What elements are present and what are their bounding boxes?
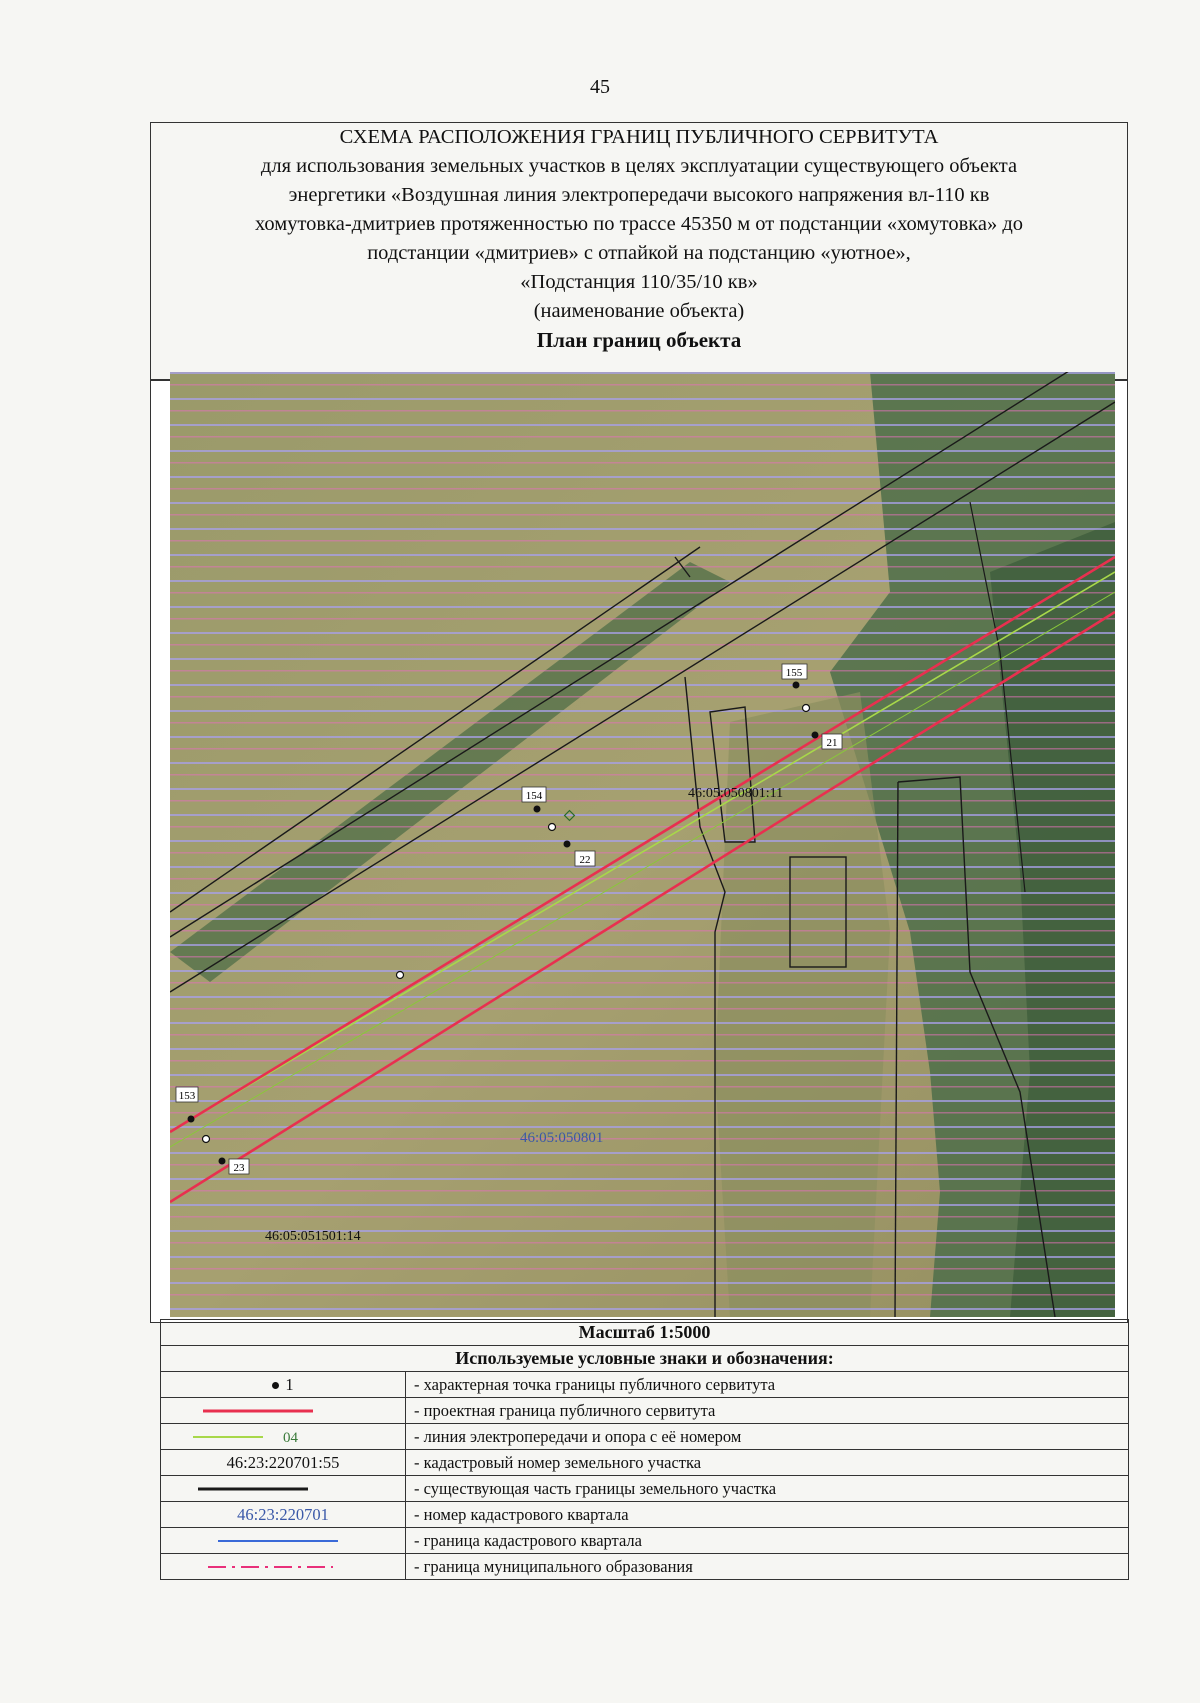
- power-line-icon: [183, 1427, 383, 1447]
- title-line-5: подстанции «дмитриев» с отпайкой на подстанцию «уютное»,: [367, 242, 911, 264]
- svg-text:154: 154: [525, 790, 543, 802]
- point-label-21: [822, 734, 842, 749]
- boundary-point-23[interactable]: [219, 1158, 226, 1165]
- svg-text:155: 155: [785, 667, 803, 679]
- legend-description: - существующая часть границы земельного участка: [406, 1476, 1129, 1502]
- boundary-point-22[interactable]: [564, 841, 571, 848]
- title-line-3: энергетики «Воздушная линия электропередачи высокого напряжения вл-110 кв: [288, 184, 990, 206]
- legend-description: - граница муниципального образования: [406, 1554, 1129, 1580]
- blue-line-icon: [183, 1537, 383, 1545]
- boundary-point-153[interactable]: [188, 1116, 195, 1123]
- legend-table: [160, 1319, 1129, 1580]
- legend-row: [161, 1528, 1129, 1554]
- point-label-23: [229, 1159, 249, 1174]
- svg-text:21: 21: [826, 737, 838, 749]
- boundary-point-icon: [272, 1382, 279, 1389]
- legend-header: Используемые условные знаки и обозначения:: [161, 1346, 1129, 1372]
- legend-symbol-parcel-border: [161, 1476, 406, 1502]
- boundary-point-21[interactable]: [812, 732, 819, 739]
- legend-row: [161, 1398, 1129, 1424]
- object-name-caption: (наименование объекта): [533, 300, 745, 322]
- legend-row: [161, 1502, 1129, 1528]
- legend-symbol-municipal-border: [161, 1554, 406, 1580]
- legend-description: - линия электропередачи и опора с её номером: [406, 1424, 1129, 1450]
- support-pole-icon: [203, 1136, 210, 1143]
- legend-symbol-quarter-border: [161, 1528, 406, 1554]
- black-line-icon: [183, 1485, 383, 1493]
- legend-symbol-point: [161, 1372, 406, 1398]
- boundary-point-155[interactable]: [793, 682, 800, 689]
- svg-text:153: 153: [178, 1090, 196, 1102]
- support-pole-icon: [803, 705, 810, 712]
- page-number: 45: [590, 76, 610, 98]
- legend-row: [161, 1554, 1129, 1580]
- legend-row: [161, 1424, 1129, 1450]
- map-view: [170, 372, 1115, 1317]
- legend-description: - граница кадастрового квартала: [406, 1528, 1129, 1554]
- legend-row: [161, 1450, 1129, 1476]
- point-label-155: [782, 664, 807, 679]
- support-pole-icon: [397, 972, 404, 979]
- title-line-4: хомутовка-дмитриев протяженностью по трассе 45350 м от подстанции «хомутовка» до: [254, 213, 1024, 235]
- quarter-label: 46:05:050801: [520, 1130, 604, 1146]
- point-label-153: [176, 1087, 198, 1102]
- dash-dot-line-icon: [183, 1562, 383, 1572]
- plan-title: План границ объекта: [536, 328, 742, 352]
- title-line-6: «Подстанция 110/35/10 кв»: [520, 271, 758, 293]
- legend-symbol-quarter-number: 46:23:220701: [161, 1502, 406, 1528]
- legend-description: - проектная граница публичного сервитута: [406, 1398, 1129, 1424]
- point-label-22: [575, 851, 595, 866]
- title-block: [150, 122, 1128, 380]
- red-line-icon: [183, 1407, 383, 1415]
- title-line-2: для использования земельных участков в целях эксплуатации существующего объекта: [260, 155, 1018, 177]
- legend-description: - характерная точка границы публичного сервитута: [406, 1372, 1129, 1398]
- boundary-point-154[interactable]: [534, 806, 541, 813]
- parcel-label-11: 46:05:050801:11: [688, 786, 784, 801]
- legend-symbol-servitude: [161, 1398, 406, 1424]
- title-heading: СХЕМА РАСПОЛОЖЕНИЯ ГРАНИЦ ПУБЛИЧНОГО СЕРВИТУТА: [339, 126, 939, 148]
- map-scale: Масштаб 1:5000: [161, 1320, 1129, 1346]
- parcel-label-14: 46:05:051501:14: [265, 1229, 361, 1244]
- legend-description: - номер кадастрового квартала: [406, 1502, 1129, 1528]
- svg-text:22: 22: [579, 854, 591, 866]
- point-label-154: [522, 787, 546, 802]
- legend-row: [161, 1476, 1129, 1502]
- svg-text:23: 23: [233, 1162, 245, 1174]
- legend-description: - кадастровый номер земельного участка: [406, 1450, 1129, 1476]
- legend-symbol-parcel-number: 46:23:220701:55: [161, 1450, 406, 1476]
- legend-point-number: 1: [285, 1374, 294, 1394]
- support-pole-icon: [549, 824, 556, 831]
- svg-text:04: 04: [283, 1429, 298, 1446]
- legend-symbol-power-line: [161, 1424, 406, 1450]
- legend-row: [161, 1372, 1129, 1398]
